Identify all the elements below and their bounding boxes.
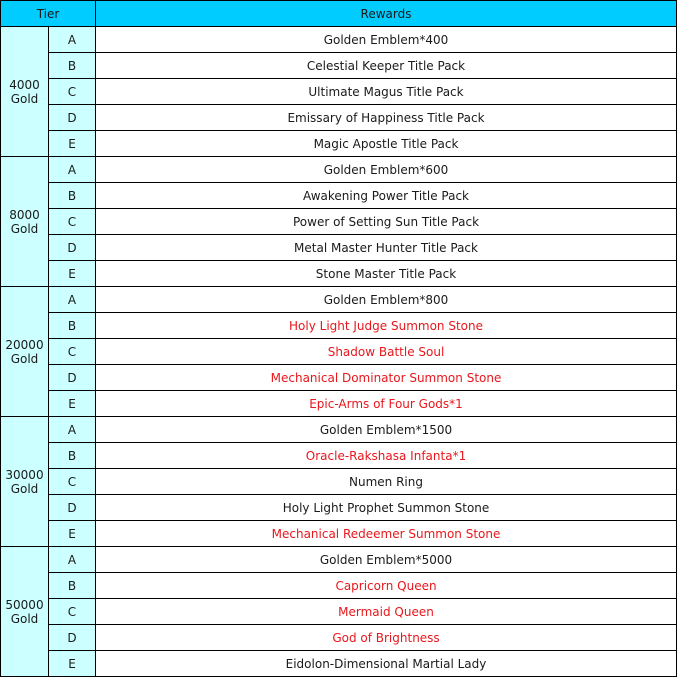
reward-name: Eidolon-Dimensional Martial Lady xyxy=(96,651,677,677)
reward-name: Numen Ring xyxy=(96,469,677,495)
reward-name: Power of Setting Sun Title Pack xyxy=(96,209,677,235)
option-letter: A xyxy=(49,417,96,443)
option-letter: E xyxy=(49,521,96,547)
table-row xyxy=(1,235,677,261)
reward-name: Mermaid Queen xyxy=(96,599,677,625)
header-row xyxy=(1,1,677,27)
table-row xyxy=(1,53,677,79)
reward-name: Golden Emblem*5000 xyxy=(96,547,677,573)
reward-name: Oracle-Rakshasa Infanta*1 xyxy=(96,443,677,469)
tier-unit: Gold xyxy=(10,221,39,236)
reward-name: Metal Master Hunter Title Pack xyxy=(96,235,677,261)
option-letter: C xyxy=(49,209,96,235)
reward-name: Golden Emblem*1500 xyxy=(96,417,677,443)
reward-name: Emissary of Happiness Title Pack xyxy=(96,105,677,131)
reward-name: Holy Light Prophet Summon Stone xyxy=(96,495,677,521)
option-letter: D xyxy=(49,365,96,391)
reward-name: Golden Emblem*400 xyxy=(96,27,677,53)
option-letter: B xyxy=(49,313,96,339)
tier-label xyxy=(1,417,49,547)
reward-name: Golden Emblem*600 xyxy=(96,157,677,183)
reward-name: Mechanical Redeemer Summon Stone xyxy=(96,521,677,547)
tier-amount: 4000 xyxy=(9,77,40,92)
option-letter: B xyxy=(49,573,96,599)
option-letter: A xyxy=(49,157,96,183)
option-letter: C xyxy=(49,339,96,365)
rewards-body xyxy=(1,27,677,677)
tier-amount: 30000 xyxy=(5,467,44,482)
tier-unit: Gold xyxy=(10,611,39,626)
option-letter: D xyxy=(49,495,96,521)
option-letter: C xyxy=(49,469,96,495)
table-row xyxy=(1,79,677,105)
reward-name: Capricorn Queen xyxy=(96,573,677,599)
option-letter: E xyxy=(49,261,96,287)
option-letter: E xyxy=(49,391,96,417)
tier-label xyxy=(1,27,49,157)
table-row xyxy=(1,339,677,365)
reward-name: Mechanical Dominator Summon Stone xyxy=(96,365,677,391)
option-letter: E xyxy=(49,651,96,677)
reward-name: Awakening Power Title Pack xyxy=(96,183,677,209)
option-letter: B xyxy=(49,53,96,79)
table-row xyxy=(1,547,677,573)
table-row xyxy=(1,261,677,287)
table-row xyxy=(1,443,677,469)
table-row xyxy=(1,287,677,313)
table-row xyxy=(1,469,677,495)
option-letter: D xyxy=(49,235,96,261)
table-row xyxy=(1,521,677,547)
table-row xyxy=(1,157,677,183)
tier-header: Tier xyxy=(1,1,96,27)
tier-label xyxy=(1,157,49,287)
reward-name: God of Brightness xyxy=(96,625,677,651)
tier-amount: 50000 xyxy=(5,597,44,612)
table-row xyxy=(1,625,677,651)
table-row xyxy=(1,313,677,339)
table-row xyxy=(1,209,677,235)
tier-amount: 20000 xyxy=(5,337,44,352)
option-letter: C xyxy=(49,599,96,625)
table-row xyxy=(1,105,677,131)
option-letter: B xyxy=(49,443,96,469)
option-letter: A xyxy=(49,27,96,53)
option-letter: D xyxy=(49,625,96,651)
reward-name: Shadow Battle Soul xyxy=(96,339,677,365)
tier-label xyxy=(1,287,49,417)
table-row xyxy=(1,27,677,53)
reward-name: Celestial Keeper Title Pack xyxy=(96,53,677,79)
tier-amount: 8000 xyxy=(9,207,40,222)
reward-name: Magic Apostle Title Pack xyxy=(96,131,677,157)
reward-name: Epic-Arms of Four Gods*1 xyxy=(96,391,677,417)
table-row xyxy=(1,131,677,157)
table-row xyxy=(1,495,677,521)
tier-unit: Gold xyxy=(10,481,39,496)
option-letter: C xyxy=(49,79,96,105)
table-row xyxy=(1,417,677,443)
option-letter: A xyxy=(49,287,96,313)
rewards-header: Rewards xyxy=(96,1,677,27)
reward-name: Ultimate Magus Title Pack xyxy=(96,79,677,105)
option-letter: A xyxy=(49,547,96,573)
option-letter: E xyxy=(49,131,96,157)
table-row xyxy=(1,651,677,677)
tier-label xyxy=(1,547,49,677)
table-row xyxy=(1,599,677,625)
reward-name: Golden Emblem*800 xyxy=(96,287,677,313)
table-row xyxy=(1,573,677,599)
tier-unit: Gold xyxy=(10,351,39,366)
reward-name: Stone Master Title Pack xyxy=(96,261,677,287)
option-letter: D xyxy=(49,105,96,131)
option-letter: B xyxy=(49,183,96,209)
tier-unit: Gold xyxy=(10,91,39,106)
table-row xyxy=(1,365,677,391)
reward-name: Holy Light Judge Summon Stone xyxy=(96,313,677,339)
table-row xyxy=(1,391,677,417)
table-row xyxy=(1,183,677,209)
